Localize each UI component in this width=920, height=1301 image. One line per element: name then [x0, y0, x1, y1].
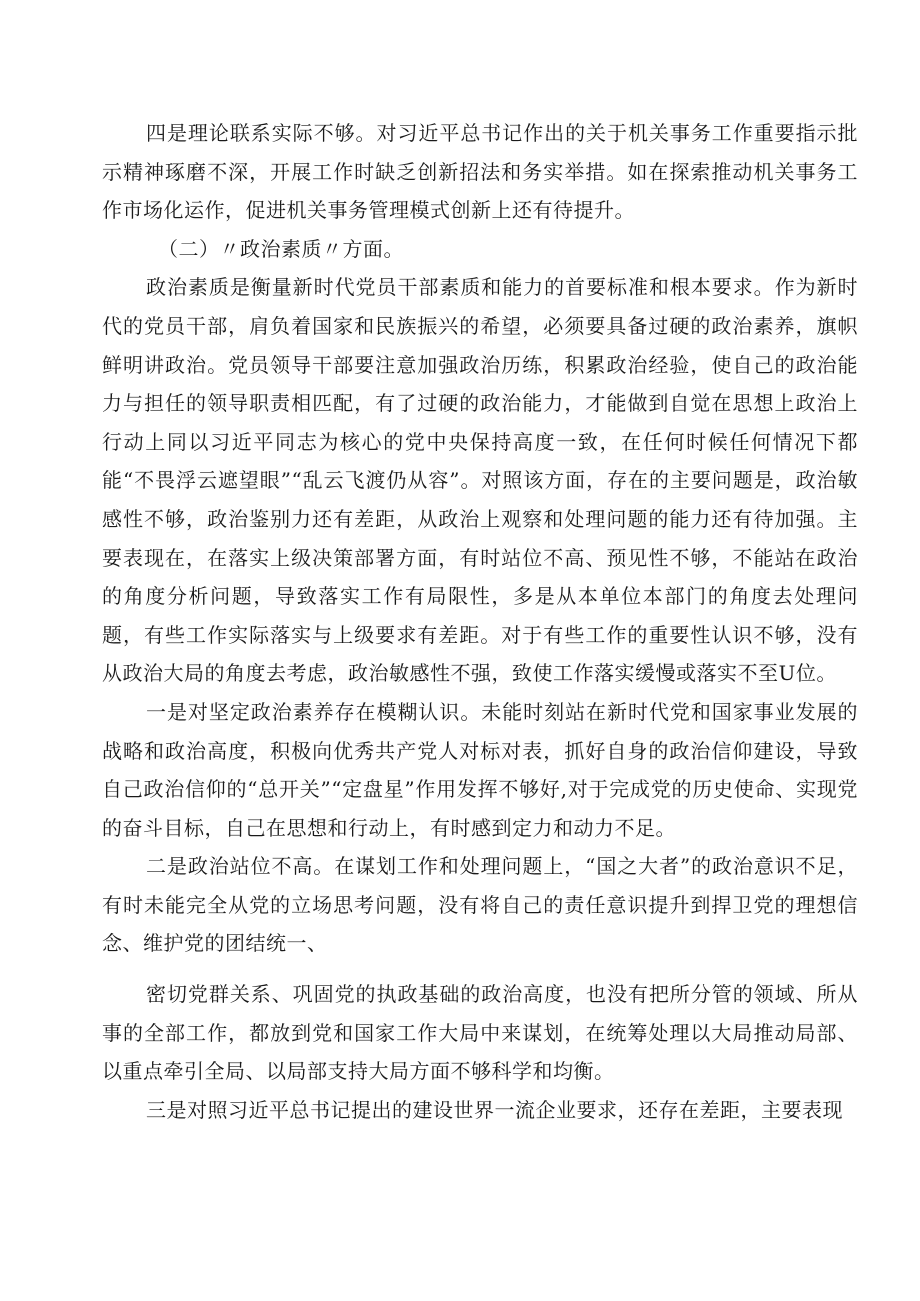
document-body: [102, 114, 858, 1129]
paragraph-point-two: 二是政治站位不高。在谋划工作和处理问题上，“国之大者”的政治意识不足，有时未能完全从党的立场思考问题，没有将自己的责任意识提升到捍卫党的理想信念、维护党的团结统一、: [102, 854, 858, 956]
paragraph-theory-practice: 四是理论联系实际不够。对习近平总书记作出的关于机关事务工作重要指示批示精神琢磨不深，开展工作时缺乏创新招法和务实举措。如在探索推动机关事务工作市场化运作，促进机关事务管理模式创新上还有待提升。: [102, 121, 858, 223]
section-heading-political-quality: （二）〃政治素质〃方面。: [158, 236, 404, 261]
paragraph-point-one: 一是对坚定政治素养存在模糊认识。未能时刻站在新时代党和国家事业发展的战略和政治高度，积极向优秀共产党人对标对表，抓好自身的政治信仰建设，导致自己政治信仰的“总开关”“定盘星”作用发挥不够好,对于完成党的历史使命、实现党的奋斗目标，自己在思想和行动上，有时感到定力和动力不足。: [102, 699, 858, 840]
paragraph-point-two-continued: 密切党群关系、巩固党的执政基础的政治高度，也没有把所分管的领域、所从事的全部工作，都放到党和国家工作大局中来谋划，在统筹处理以大局推动局部、以重点牵引全局、以局部支持大局方面不够科学和均衡。: [102, 982, 858, 1084]
paragraph-political-quality-intro: 政治素质是衡量新时代党员干部素质和能力的首要标准和根本要求。作为新时代的党员干部，肩负着国家和民族振兴的希望，必须要具备过硬的政治素养，旗帜鲜明讲政治。党员领导干部要注意加强政治历练，积累政治经验，使自己的政治能力与担任的领导职责相匹配，有了过硬的政治能力，才能做到自觉在思想上政治上行动上同以习近平同志为核心的党中央保持高度一致，在任何时候任何情况下都能“不畏浮云遮望眼”“乱云飞渡仍从容”。对照该方面，存在的主要问题是，政治敏感性不够，政治鉴别力还有差距，从政治上观察和处理问题的能力还有待加强。主要表现在，在落实上级决策部署方面，有时站位不高、预见性不够，不能站在政治的角度分析问题，导致落实工作有局限性，多是从本单位本部门的角度去处理问题，有些工作实际落实与上级要求有差距。对于有些工作的重要性认识不够，没有从政治大局的角度去考虑，政治敏感性不强，致使工作落实缓慢或落实不至U位。: [102, 275, 858, 686]
paragraph-point-three: 三是对照习近平总书记提出的建设世界一流企业要求，还存在差距，主要表现: [146, 1097, 843, 1122]
